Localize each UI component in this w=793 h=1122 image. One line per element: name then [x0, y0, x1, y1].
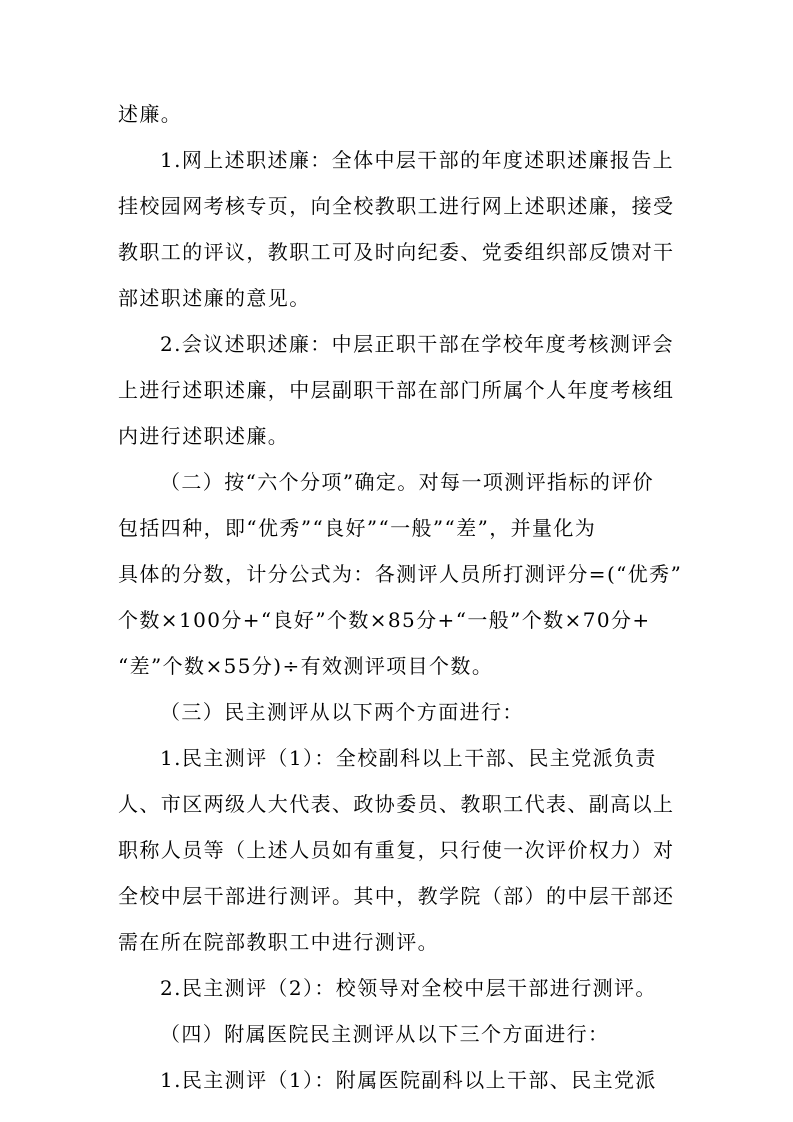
text-line: （二）按“六个分项”确定。对每一项测评指标的评价 — [160, 470, 655, 494]
text-line: 全校中层干部进行测评。其中，教学院（部）的中层干部还 — [118, 884, 675, 908]
text-line: 人、市区两级人大代表、政协委员、教职工代表、副高以上 — [118, 792, 675, 816]
text-line: 部述职述廉的意见。 — [118, 286, 311, 310]
text-line: 挂校园网考核专页，向全校教职工进行网上述职述廉，接受 — [118, 194, 675, 218]
text-line: 1.民主测评（1）：附属医院副科以上干部、民主党派 — [160, 1068, 657, 1092]
text-line: 1.网上述职述廉：全体中层干部的年度述职述廉报告上 — [160, 148, 675, 172]
text-line: 职称人员等（上述人员如有重复，只行使一次评价权力）对 — [118, 838, 675, 862]
text-line: 个数×100分+“良好”个数×85分+“一般”个数×70分+ — [118, 608, 651, 632]
text-line: 1.民主测评（1）：全校副科以上干部、民主党派负责 — [160, 746, 657, 770]
text-line: 具体的分数，计分公式为：各测评人员所打测评分=(“优秀” — [118, 562, 683, 586]
text-line: 上进行述职述廉，中层副职干部在部门所属个人年度考核组 — [118, 378, 675, 402]
text-line: 教职工的评议，教职工可及时向纪委、党委组织部反馈对干 — [118, 240, 675, 264]
text-line: 述廉。 — [118, 102, 183, 126]
text-line: 包括四种，即“优秀”“良好”“一般”“差”，并量化为 — [118, 516, 597, 540]
text-line: （三）民主测评从以下两个方面进行： — [160, 700, 524, 724]
text-line: 2.民主测评（2）：校领导对全校中层干部进行测评。 — [160, 976, 657, 1000]
text-line: 2.会议述职述廉：中层正职干部在学校年度考核测评会 — [160, 332, 675, 356]
text-line: 需在所在院部教职工中进行测评。 — [118, 930, 439, 954]
text-line: （四）附属医院民主测评从以下三个方面进行： — [160, 1022, 610, 1046]
text-line: “差”个数×55分)÷有效测评项目个数。 — [118, 654, 494, 678]
text-line: 内进行述职述廉。 — [118, 424, 290, 448]
